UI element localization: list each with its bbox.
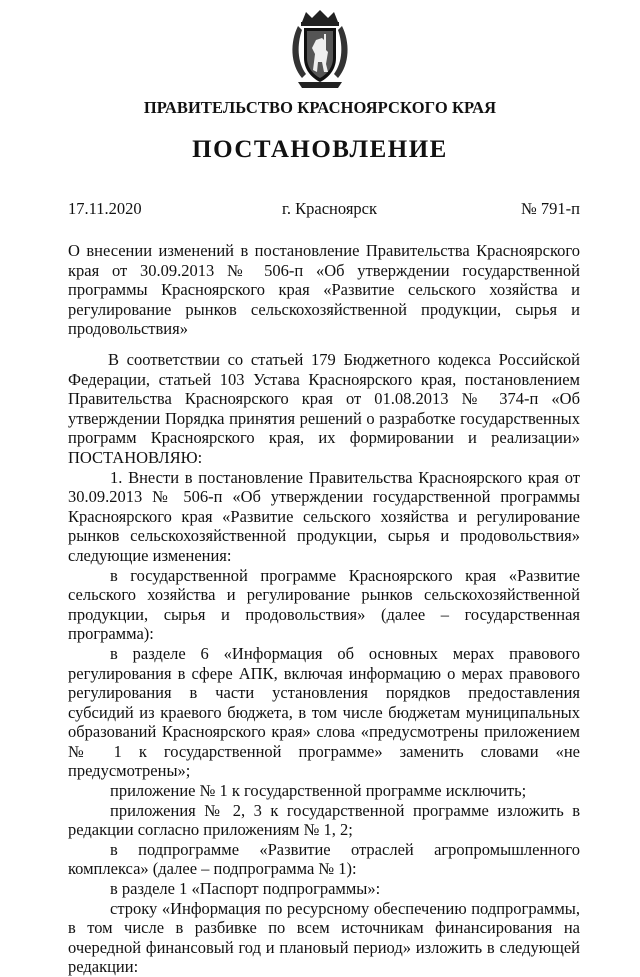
- body-paragraph: строку «Информация по ресурсному обеспечению подпрограммы, в том числе в разбивке по всем источникам финансирования на очередной финансовый год и плановый период» изложить в следующей редакции:: [68, 898, 580, 977]
- organization-title: ПРАВИТЕЛЬСТВО КРАСНОЯРСКОГО КРАЯ: [143, 98, 497, 117]
- body-paragraph: приложения № 2, 3 к государственной программе изложить в редакции согласно приложениям № 1, 2;: [68, 800, 580, 840]
- document-number: № 791-п: [521, 199, 580, 218]
- body-paragraph: приложение № 1 к государственной программе исключить;: [110, 781, 527, 801]
- body-paragraph: в государственной программе Красноярского края «Развитие сельского хозяйства и регулирование рынков сельскохозяйственной продукции, сырья и продовольствия» (далее – государственная программа):: [68, 565, 580, 644]
- coat-of-arms-icon: [288, 8, 352, 90]
- document-city: г. Красноярск: [282, 199, 378, 218]
- body-paragraph: в разделе 6 «Информация об основных мерах правового регулирования в сфере АПК, включая информацию о мерах правового регулирования в части установления порядков предоставления субсидий из краевого бюджета, в том числе бюджетам муниципальных образований Красноярского края» слова «предусмотрены приложением № 1 к государственной программе» заменить словами «не предусмотрены»;: [68, 643, 580, 781]
- document-body: [68, 350, 580, 977]
- body-paragraph: 1. Внести в постановление Правительства Красноярского края от 30.09.2013 № 506-п «Об утверждении государственной программы Красноярского края «Развитие сельского хозяйства и регулирование рынков сельскохозяйственной продукции, сырья и продовольствия» следующие изменения:: [68, 467, 580, 565]
- body-paragraph: в разделе 1 «Паспорт подпрограммы»:: [110, 879, 381, 899]
- body-paragraph: В соответствии со статьей 179 Бюджетного кодекса Российской Федерации, статьей 103 Устава Красноярского края, постановлением Правительства Красноярского края от 01.08.2013 № 374-п «Об утверждении Порядка принятия решений о разработке государственных программ Красноярского края, их формировании и реализации» ПОСТАНОВЛЯЮ:: [68, 350, 580, 467]
- document-date: 17.11.2020: [68, 199, 142, 218]
- document-subject: О внесении изменений в постановление Правительства Красноярского края от 30.09.2013 № 506-п «Об утверждении государственной программы Красноярского края «Развитие сельского хозяйства и регулирование рынков сельскохозяйственной продукции, сырья и продовольствия»: [68, 241, 580, 339]
- body-paragraph: в подпрограмме «Развитие отраслей агропромышленного комплекса» (далее – подпрограмма № 1):: [68, 839, 580, 879]
- document-type-title: ПОСТАНОВЛЕНИЕ: [192, 136, 448, 163]
